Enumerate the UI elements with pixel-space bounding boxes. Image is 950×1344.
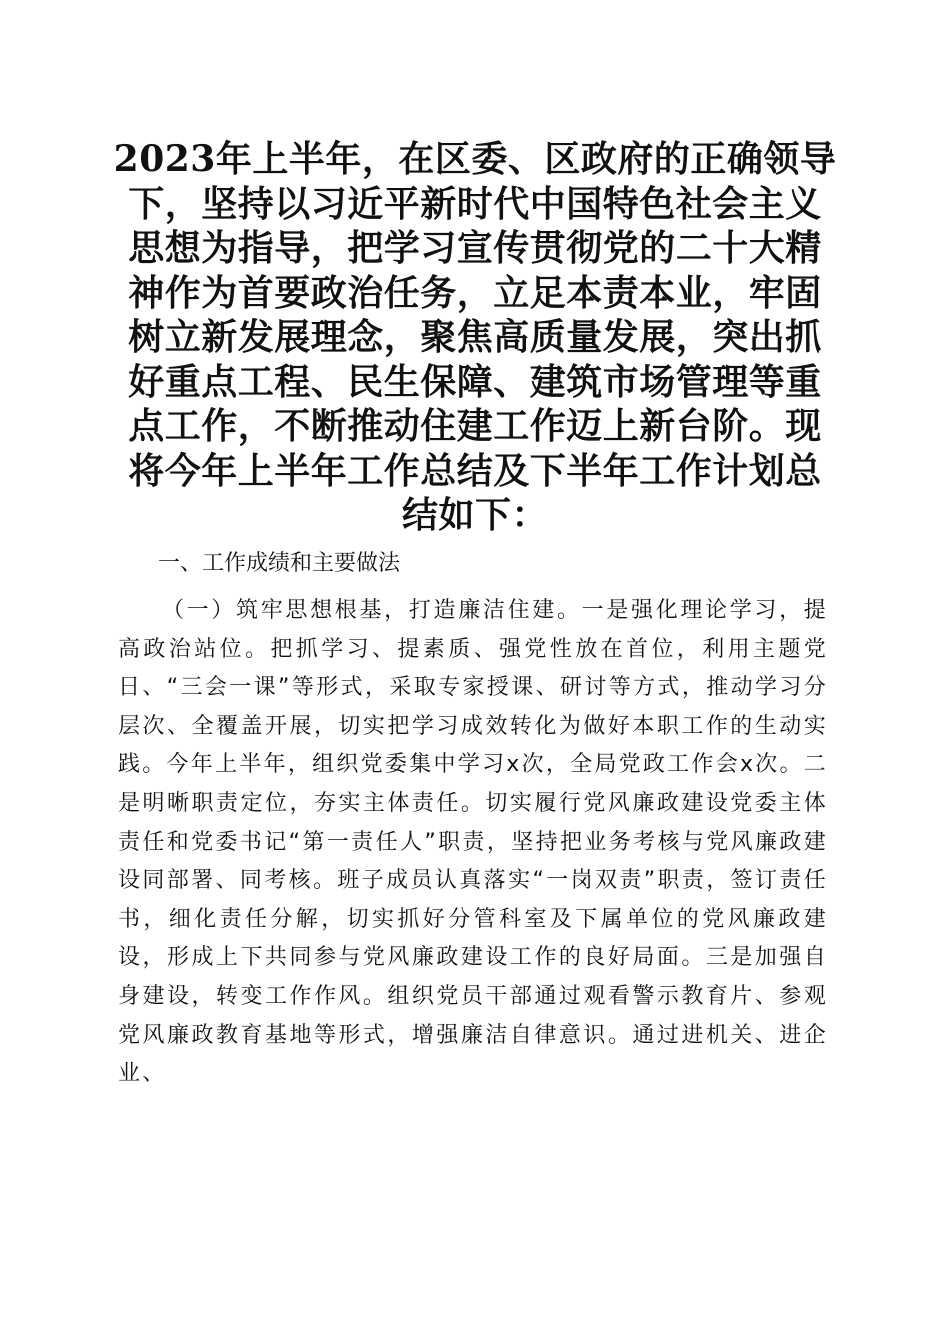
document-title: 2023年上半年，在区委、区政府的正确领导下，坚持以习近平新时代中国特色社会主义思想为指导，把学习宣传贯彻党的二十大精神作为首要政治任务，立足本责本业，牢固树立新发展理念，聚焦高质量发展，突出抓好重点工程、民生保障、建筑市场管理等重点工作，不断推动住建工作迈上新台阶。现将今年上半年工作总结及下半年工作计划总结如下： bbox=[113, 138, 837, 536]
body-paragraph: （一）筑牢思想根基，打造廉洁住建。一是强化理论学习，提高政治站位。把抓学习、提素质、强党性放在首位，利用主题党日、“三会一课”等形式，采取专家授课、研讨等方式，推动学习分层次、全覆盖开展，切实把学习成效转化为做好本职工作的生动实践。今年上半年，组织党委集中学习x次，全局党政工作会x次。二是明晰职责定位，夯实主体责任。切实履行党风廉政建设党委主体责任和党委书记“第一责任人”职责，坚持把业务考核与党风廉政建设同部署、同考核。班子成员认真落实“一岗双责”职责，签订责任书，细化责任分解，切实抓好分管科室及下属单位的党风廉政建设，形成上下共同参与党风廉政建设工作的良好局面。三是加强自身建设，转变工作作风。组织党员干部通过观看警示教育片、参观党风廉政教育基地等形式，增强廉洁自律意识。通过进机关、进企业、 bbox=[118, 598, 828, 1087]
section-heading: 一、工作成绩和主要做法 bbox=[158, 551, 401, 576]
